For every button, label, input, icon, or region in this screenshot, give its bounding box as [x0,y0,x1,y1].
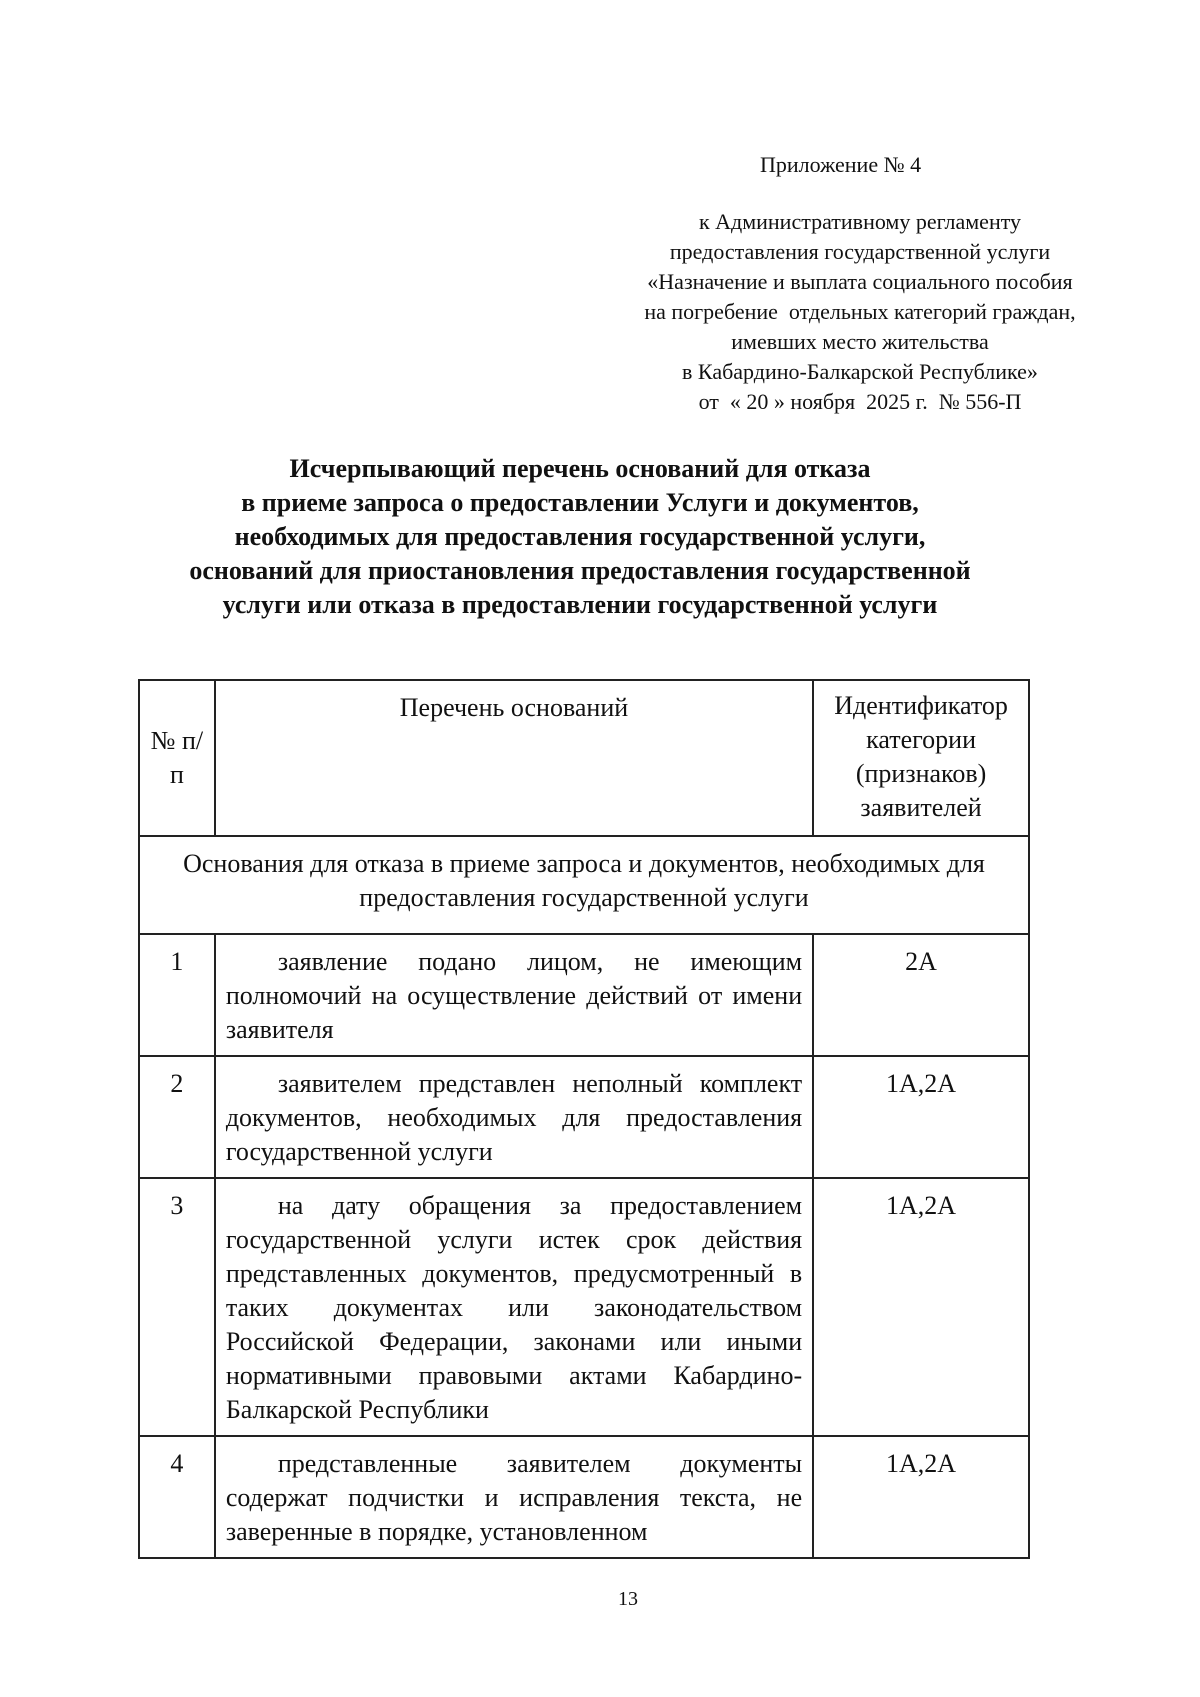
annex-line: имевших место жительства [731,329,989,354]
page-number: 13 [618,1588,638,1610]
row-category-id: 1А,2А [813,1178,1029,1436]
annex-title: Приложение № 4 [760,152,922,177]
row-category-id: 1А,2А [813,1056,1029,1178]
section-heading: Основания для отказа в приеме запроса и документов, необходимых для предоставления государственной услуги [139,836,1029,934]
title-line: в приеме запроса о предоставлении Услуги и документов, [241,488,919,517]
section-row [139,836,1029,934]
row-category-id: 2А [813,934,1029,1056]
title-line: услуги или отказа в предоставлении государственной услуги [222,590,938,619]
annex-line: в Кабардино-Балкарской Республике» [682,359,1038,384]
header-category-id: Идентификатор категории (признаков) заявителей [813,680,1029,836]
table-header-row [139,680,1029,836]
annex-line: от « 20 » ноября 2025 г. № 556-П [698,389,1022,414]
row-number: 4 [139,1436,215,1558]
row-category-id: 1А,2А [813,1436,1029,1558]
annex-reference [600,207,1120,417]
annex-line: на погребение отдельных категорий граждан, [644,299,1076,324]
annex-line: к Административному регламенту [698,209,1022,234]
document-title [130,452,1030,622]
row-grounds: на дату обращения за предоставлением государственной услуги истек срок действия представленных документов, предусмотренный в таких документах или законодательством Российской Федерации, законами или иными нормативными правовыми актами Кабардино-Балкарской Республики [215,1178,813,1436]
header-number: № п/п [139,680,215,836]
title-line: необходимых для предоставления государственной услуги, [234,522,926,551]
table-row [139,1056,1029,1178]
row-number: 3 [139,1178,215,1436]
annex-line: «Назначение и выплата социального пособия [647,269,1073,294]
title-line: Исчерпывающий перечень оснований для отказа [289,454,871,483]
row-number: 2 [139,1056,215,1178]
row-grounds: представленные заявителем документы содержат подчистки и исправления текста, не заверенные в порядке, установленном [215,1436,813,1558]
row-number: 1 [139,934,215,1056]
row-grounds: заявителем представлен неполный комплект документов, необходимых для предоставления государственной услуги [215,1056,813,1178]
row-grounds: заявление подано лицом, не имеющим полномочий на осуществление действий от имени заявителя [215,934,813,1056]
annex-line: предоставления государственной услуги [669,239,1051,264]
header-grounds: Перечень оснований [215,680,813,836]
table-row [139,934,1029,1056]
grounds-table [138,679,1030,1559]
table-row [139,1178,1029,1436]
title-line: оснований для приостановления предоставления государственной [189,556,971,585]
table-row [139,1436,1029,1558]
